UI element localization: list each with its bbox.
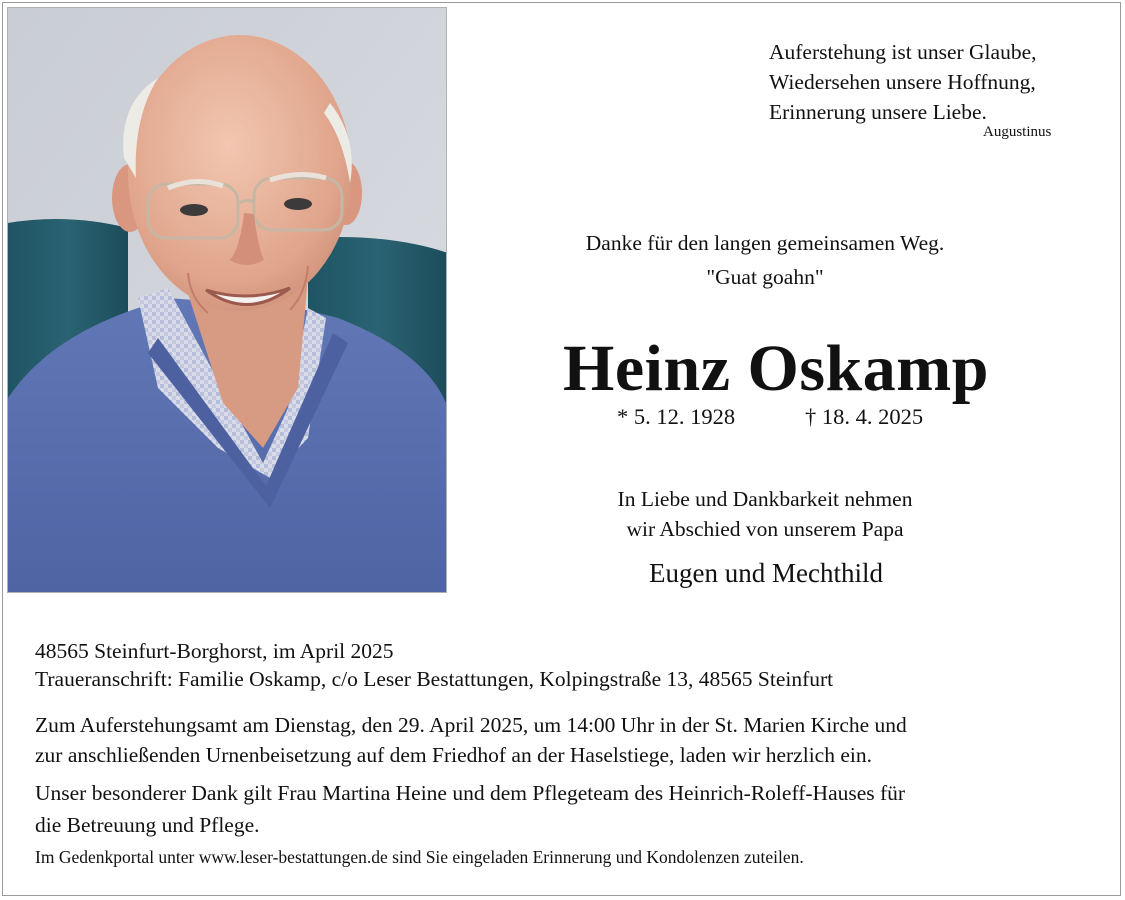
deceased-name: Heinz Oskamp: [563, 332, 989, 405]
memorial-portal-note: Im Gedenkportal unter www.leser-bestattungen.de sind Sie eingeladen Erinnerung und Kondolenzen zuteilen.: [35, 847, 804, 867]
quote-line: Erinnerung unsere Liebe.: [769, 100, 987, 124]
quote-line: Auferstehung ist unser Glaube,: [769, 40, 1037, 64]
death-date: † 18. 4. 2025: [805, 404, 924, 429]
obituary-card: [2, 2, 1121, 896]
mourning-address: Traueranschrift: Familie Oskamp, c/o Leser Bestattungen, Kolpingstraße 13, 48565 Steinfurt: [35, 667, 834, 691]
service-line: Zum Auferstehungsamt am Dienstag, den 29. April 2025, um 14:00 Uhr in der St. Marien Kirche und: [35, 713, 907, 737]
quote-author: Augustinus: [983, 124, 1052, 140]
farewell-line: wir Abschied von unserem Papa: [626, 517, 904, 541]
gratitude-text: [35, 777, 1095, 841]
portrait-photo: [7, 7, 447, 593]
farewell-line: In Liebe und Dankbarkeit nehmen: [617, 487, 913, 511]
motto: "Guat goahn": [706, 265, 824, 289]
quote: [769, 37, 1037, 127]
thanks-text: Danke für den langen gemeinsamen Weg.: [585, 231, 945, 255]
service-announcement: [35, 710, 1095, 770]
birth-date: * 5. 12. 1928: [617, 404, 736, 429]
place-date: 48565 Steinfurt-Borghorst, im April 2025: [35, 639, 394, 663]
service-line: zur anschließenden Urnenbeisetzung auf dem Friedhof an der Haselstiege, laden wir herzlich ein.: [35, 743, 872, 767]
quote-line: Wiedersehen unsere Hoffnung,: [769, 70, 1036, 94]
farewell-text: [481, 484, 1049, 544]
signers: Eugen und Mechthild: [649, 558, 883, 588]
gratitude-line: Unser besonderer Dank gilt Frau Martina Heine und dem Pflegeteam des Heinrich-Roleff-Hauses für: [35, 781, 906, 805]
gratitude-line: die Betreuung und Pflege.: [35, 813, 260, 837]
